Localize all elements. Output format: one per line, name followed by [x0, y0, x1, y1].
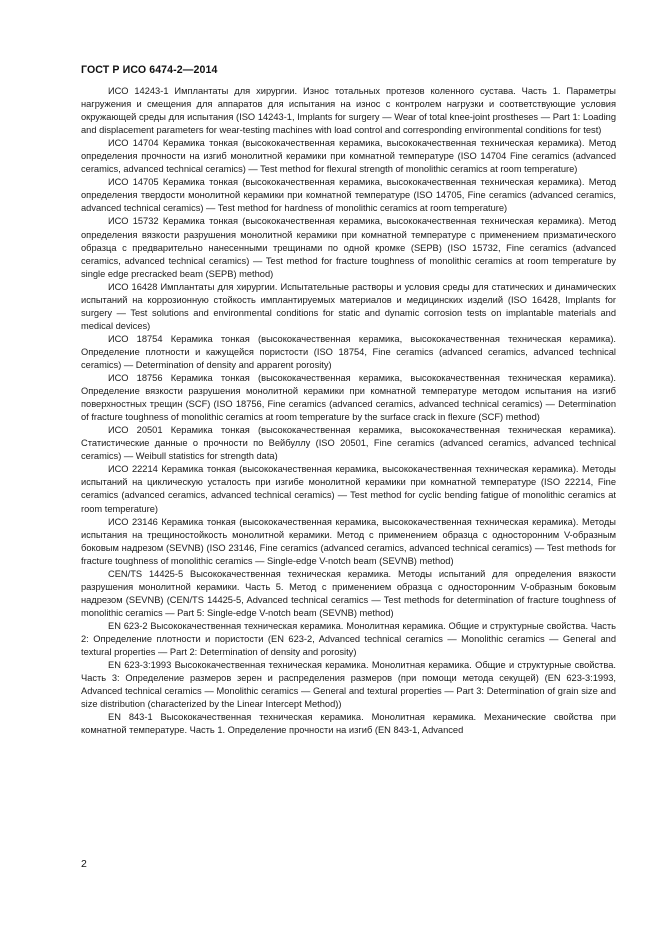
- reference-iso-14705: ИСО 14705 Керамика тонкая (высококачественная керамика, высококачественная техническая керамика). Метод определения твердости монолитной керамики при комнатной температуре (ISO 14705, Fine ceramics (advanced ceramics, advanced technical ceramics) — Test method for hardness of monolithic ceramics at room temperature): [81, 177, 616, 214]
- reference-iso-18756: ИСО 18756 Керамика тонкая (высококачественная керамика, высококачественная техническая керамика). Определение вязкости разрушения монолитной керамики при комнатной температуре методом испытания на изгиб поверхностных трещин (SCF) (ISO 18756, Fine ceramics (advanced ceramics, advanced technical ceramics) — Determination of fracture toughness of monolithic ceramics at room temperature by the surface crack in flexure (SCF) method): [81, 373, 616, 423]
- reference-iso-23146: ИСО 23146 Керамика тонкая (высококачественная керамика, высококачественная техническая керамика). Методы испытания на трещиностойкость монолитной керамики. Метод с применением образца с односторонним V-образным боковым надрезом (SEVNB) (ISO 23146, Fine ceramics (advanced ceramics, advanced technical ceramics) — Test methods for fracture toughness of monolithic ceramics — Single-edge V-notch beam (SEVNB) method): [81, 516, 616, 566]
- reference-iso-14704: ИСО 14704 Керамика тонкая (высококачественная керамика, высококачественная техническая керамика). Метод определения прочности на изгиб монолитной керамики при комнатной температуре (ISO 14704 Fine ceramics (advanced ceramics, advanced technical ceramics) — Test method for flexural strength of monolithic ceramics at room temperature): [81, 138, 616, 175]
- page-number: 2: [81, 858, 87, 870]
- reference-iso-22214: ИСО 22214 Керамика тонкая (высококачественная керамика, высококачественная техническая керамика). Методы испытаний на циклическую усталость при изгибе монолитной керамики при комнатной температуре (ISO 22214, Fine ceramics (advanced ceramics, advanced technical ceramics) — Test method for cyclic bending fatigue of monolithic ceramics at room temperature): [81, 464, 616, 514]
- reference-list: [81, 85, 616, 737]
- reference-iso-20501: ИСО 20501 Керамика тонкая (высококачественная керамика, высококачественная техническая керамика). Статистические данные о прочности по Вейбуллу (ISO 20501, Fine ceramics (advanced ceramics, advanced technical ceramics) — Weibull statistics for strength data): [81, 425, 616, 462]
- reference-en-623-2: EN 623-2 Высококачественная техническая керамика. Монолитная керамика. Общие и структурные свойства. Часть 2: Определение плотности и пористости (EN 623-2, Advanced technical ceramics — Monolithic ceramics — General and textural properties — Part 2: Determination of density and porosity): [81, 620, 616, 658]
- reference-iso-15732: ИСО 15732 Керамика тонкая (высококачественная керамика, высококачественная техническая керамика). Метод определения вязкости разрушения монолитной керамики при комнатной температуре с применением призматического образца с предварительно нанесенными трещинами по одной кромке (SEPB) (ISO 15732, Fine ceramics (advanced ceramics, advanced technical ceramics) — Test method for fracture toughness of monolithic ceramics at room temperature by single edge precracked beam (SEPB) method): [81, 216, 616, 279]
- reference-en-623-3: EN 623-3:1993 Высококачественная техническая керамика. Монолитная керамика. Общие и структурные свойства. Часть 3: Определение размеров зерен и распределения размеров (при помощи метода секущей) (EN 623-3:1993, Advanced technical ceramics — Monolithic ceramics — General and textural properties — Part 3: Determination of grain size and size distribution (characterized by the Linear Intercept Method)): [81, 660, 616, 710]
- reference-iso-16428: ИСО 16428 Имплантаты для хирургии. Испытательные растворы и условия среды для статических и динамических испытаний на коррозионную стойкость имплантируемых материалов и медицинских изделий (ISO 16428, Implants for surgery — Test solutions and environmental conditions for static and dynamic corrosion tests on implantable materials and medical devices): [81, 281, 616, 331]
- reference-cen-ts-14425-5: CEN/TS 14425-5 Высококачественная техническая керамика. Методы испытаний для определения вязкости разрушения монолитной керамики. Часть 5. Метод с применением образца с односторонним V-образным боковым надрезом (SEVNB) (CEN/TS 14425-5, Advanced technical ceramics — Test methods for determination of fracture toughness of monolithic ceramics — Part 5: Single-edge V-notch beam (SEVNB) method): [81, 568, 616, 618]
- reference-iso-14243-1: ИСО 14243-1 Имплантаты для хирургии. Износ тотальных протезов коленного сустава. Часть 1. Параметры нагружения и смещения для аппаратов для испытания на износ с контролем нагрузки и соответствующие условия окружающей среды для испытания (ISO 14243-1, Implants for surgery — Wear of total knee-joint prostheses — Part 1: Loading and displacement parameters for wear-testing machines with load control and corresponding environmental conditions for test): [81, 86, 616, 136]
- reference-en-843-1: EN 843-1 Высококачественная техническая керамика. Монолитная керамика. Механические свойства при комнатной температуре. Часть 1. Определение прочности на изгиб (EN 843-1, Advanced: [81, 712, 616, 736]
- reference-iso-18754: ИСО 18754 Керамика тонкая (высококачественная керамика, высококачественная техническая керамика). Определение плотности и кажущейся пористости (ISO 18754, Fine ceramics (advanced ceramics, advanced technical ceramics) — Determination of density and apparent porosity): [81, 333, 616, 370]
- document-header: ГОСТ Р ИСО 6474-2—2014: [81, 64, 218, 76]
